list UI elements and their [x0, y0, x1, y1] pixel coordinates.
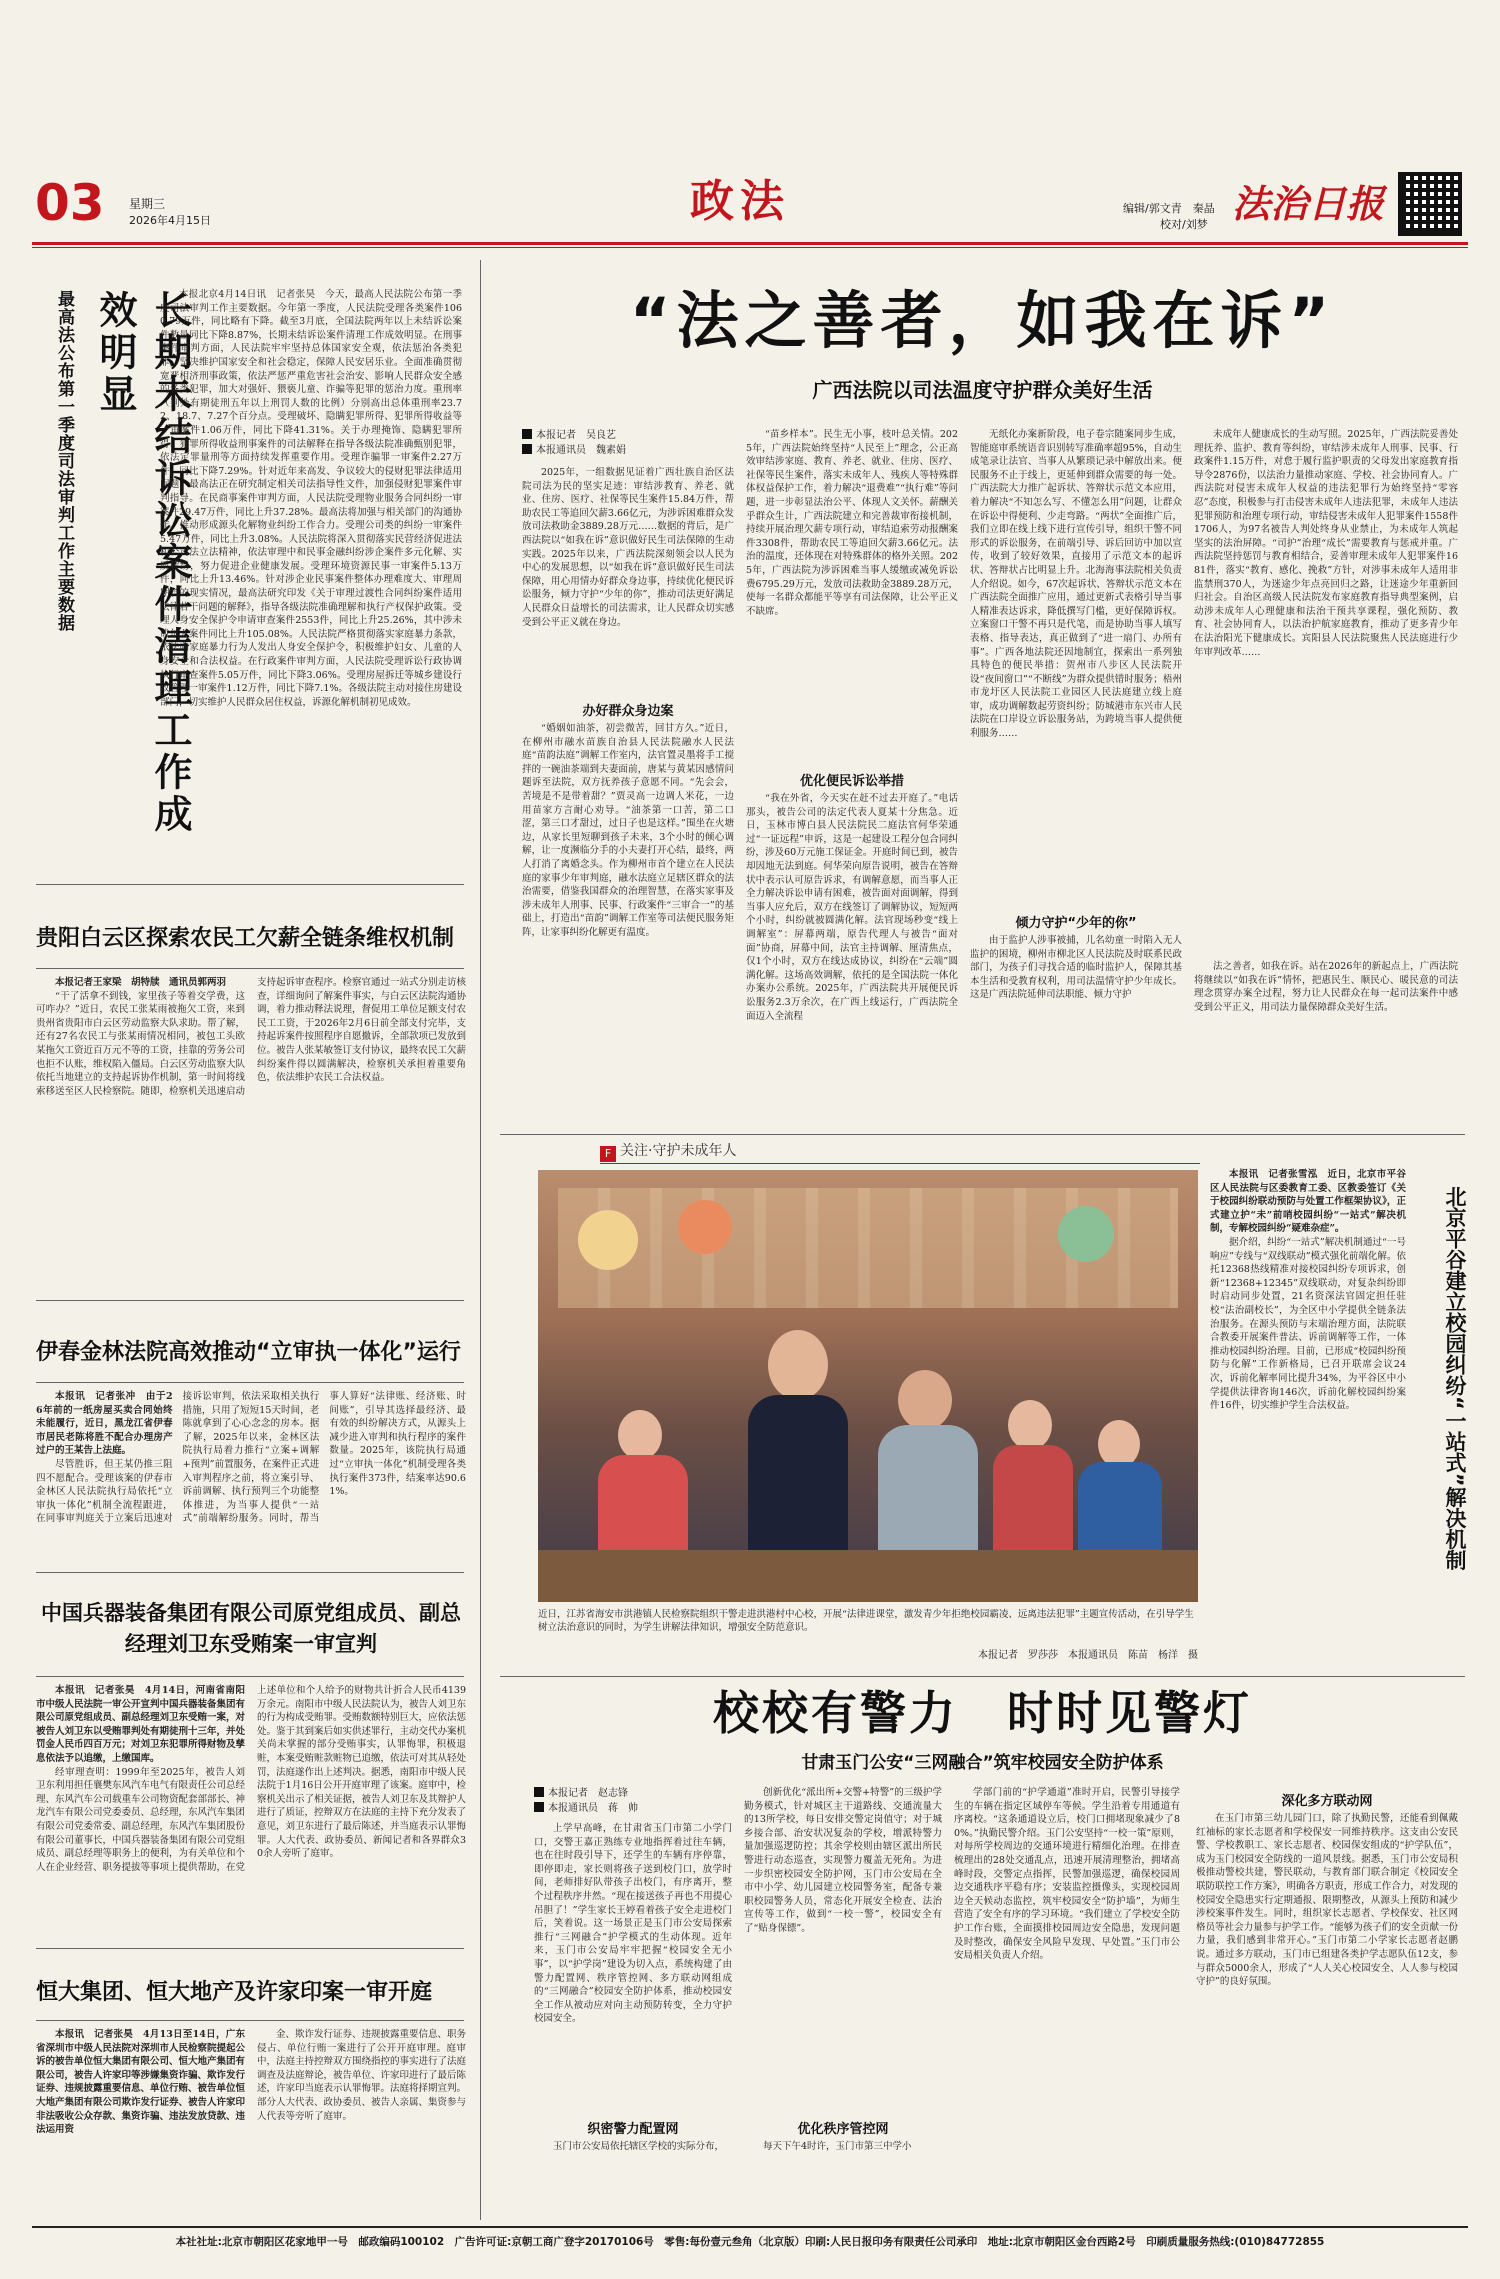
- a8-h3: 深化多方联动网: [1281, 1794, 1373, 1809]
- a6-h2: 优化便民诉讼举措: [799, 774, 904, 789]
- footer-rule: [32, 2226, 1468, 2228]
- a6-col1b: “婚姻如油茶，初尝微苦，回甘方久。”近日，在柳州市融水苗族自治县人民法院融水人民法庭“苗韵法庭”调解工作室内，法官置灵墨将手工搅拌的一碗油茶端到夫妻面前，唐某与黄某因感情问题诉至法院，双方抚养孩子意愿不同。“先会会，苦境是不是带着甜？”贾灵高一边调人米花，一边用苗家方言耐心劝导。“油茶第一口苦，第二口涩，第三口才甜过，过日子也是这样。”围坐在火塘边，从家长里短聊到孩子未来，3个小时的倾心调解，让一度濒临分手的小夫妻打开心结，最终，两人打消了离婚念头。作为柳州市首个建立在人民法庭的家事少年审判庭，融水法庭立足辖区群众的法治需要，借鉴我国群众的治理智慧，在落实家事及涉未成年人刑事、民事、行政案件“三审合一”的基础上，打造出“苗韵”调解工作室等司法便民服务矩阵，让家事纠纷化解更有温度。: [522, 723, 734, 938]
- a1-subhead: 最高法公布第一季度司法审判工作主要数据: [54, 290, 74, 632]
- proofreader: 校对/刘梦: [1160, 218, 1208, 231]
- masthead-logo: 法治日报: [1232, 181, 1385, 226]
- photo-credit: 本报记者 罗莎莎 本报通讯员 陈苗 杨洋 摄: [978, 1650, 1198, 1661]
- a8-h2: 优化秩序管控网: [797, 2122, 889, 2137]
- issue-date: 2026年4月15日: [129, 214, 211, 227]
- photo-caption: 近日，江苏省海安市洪港镇人民检察院组织干警走进洪港村中心校，开展“法律进课堂，激发青少年拒绝校园霸凌、远离违法犯罪”主题宣传活动，在引导学生树立法治意识的同时，为学生讲解法律知识，增强安全防范意识。: [538, 1609, 1194, 1633]
- a8-byline: 本报记者 赵志锋 本报通讯员 蒋 帅: [534, 1786, 694, 1816]
- qr-code-icon: [1398, 172, 1462, 236]
- a8-col2: 创新优化“派出所+交警+特警”的三级护学勤务模式，针对城区主干道路线、交通流量大的13所学校，每日安排交警定岗值守；对于城乡接合部、治安状况复杂的学校，增派特警力量加强巡逻防控；其余学校则由辖区派出所民警进行动态巡查，实现警力覆盖无死角。为进一步织密校园安全防护网，玉门市公安局在全市中小学、幼儿园建立校园警务室，配备专兼职校园警务人员，常态化开展安全检查、法治宣传等工作，做到“一校一警”，校园安全有了“贴身保镖”。: [744, 1787, 942, 1934]
- a5-headline: 恒大集团、恒大地产及许家印案一审开庭: [36, 1980, 433, 2005]
- a6-col1: 2025年，一组数据见证着广西壮族自治区法院司法为民的坚实足迹：审结涉教育、养老、就业、住房、医疗、社保等民生案件15.84万件，帮助农民工等追回欠薪3.66亿元，为涉诉困难群众发放司法救助金3889.28万元……数据的背后，是广西法院以“如我在诉”意识做好民生司法保障的生动实践。2025年以来，广西法院深刻领会以人民为中心的发展思想，以“如我在诉”意识做好民生司法保障，用心用情办好群众身边事，持续优化便民诉讼服务，倾力守护“少年的你”，推动司法更好满足人民群众日益增长的司法需求，让人民群众切实感受到公平正义就在身边。: [522, 467, 734, 628]
- weekday: 星期三: [129, 197, 166, 211]
- a8-col1: 上学早高峰，在甘肃省玉门市第二小学门口，交警王嘉正熟练专业地指挥着过往车辆，也在往时段引导下，还学生的车辆有序停靠，即停即走，家长则将孩子送到校门口，放学时间，老师排好队带孩子出校门，有序离开，整个过程秩序井然。“现在接送孩子再也不用提心吊胆了！”学生家长王婷看着孩子安全走进校门后，笑着说。这一场景正是玉门市公安局探索推行“三网融合”护学模式的生动体现。近年来，玉门市公安局牢牢把握“校园安全无小事”，以“护学岗”建设为切入点，系统构建了由警力配置网、秩序管控网、多方联动网组成的“三网融合”校园安全防护体系，推动校园安全工作从被动应对向主动预防转变，全力守护校园安全。: [534, 1823, 732, 2025]
- a7-headline: 北京平谷建立校园纠纷“一站式”解决机制: [1443, 1186, 1467, 1571]
- a5-body: 本报讯 记者张昊 4月13日至14日，广东省深圳市中级人民法院对深圳市人民检察院提起公诉的被告单位恒大集团有限公司、恒大地产集团有限公司，被告人许家印等涉嫌集资诈骗、欺诈发行证券、违规披露重要信息、单位行贿、被告单位恒大地产集团有限公司欺诈发行证券、被告人许家印非法吸收公众存款、集资诈骗、违法发放贷款、违法运用资 金、欺诈发行证券、违规披露重要信息、职务侵占、单位行贿一案进行了公开开庭审理。庭审中，法庭主持控辩双方围绕指控的事实进行了法庭调查及法庭辩论，被告单位、许家印进行了最后陈述，许家印当庭表示认罪悔罪。法庭将择期宣判。部分人大代表、政协委员、被告人亲属、集资参与人代表等旁听了庭审。: [36, 2029, 466, 2136]
- a3-headline: 伊春金林法院高效推动“立审执一体化”运行: [36, 1340, 461, 1365]
- footer-imprint: 本社社址:北京市朝阳区花家地甲一号 邮政编码100102 广告许可证:京朝工商广登字20170106号 零售:每份壹元叁角（北京版）印刷:人民日报印务有限责任公司承印 地址:北京市朝阳区金台西路2号 印刷质量服务热线:(010)84772855: [175, 2236, 1325, 2248]
- bullet-square-icon: [522, 429, 532, 439]
- a1-body: 本报北京4月14日讯 记者张昊 今天，最高人民法院公布第一季度司法审判工作主要数据。今年第一季度，人民法院受理各类案件1060.79万件，同比略有下降。截至3月底，全国法院两年以上未结诉讼案件数量同比下降8.87%，长期未结诉讼案件清理工作成效明显。在刑事案件审判方面，人民法院牢牢坚持总体国家安全观，依法惩治各类犯罪，坚决维护国家安全和社会稳定，保障人民安居乐业。全面准确贯彻宽严相济刑事政策，依法严惩严重危害社会治安、影响人民群众安全感的各类犯罪，加大对强奸、猥亵儿童、诈骗等犯罪的惩治力度。重刑率（判处有期徒刑五年以上刑罚人数的比例）分别高出总体重刑率23.72、18.7、7.27个百分点。受理破坏、隐瞒犯罪所得、犯罪所得收益等一审案件1.06万件，同比下降41.31%。关于办理掩饰、隐瞒犯罪所得、犯罪所得收益刑事案件的司法解释在指导各级法院准确甄别犯罪，依法定罪量刑等方面持续发挥重要作用。受理诈骗罪一审案件2.27万件，同比下降7.29%。针对近年来高发、争议较大的侵财犯罪法律适用问题，最高法正在研究制定相关司法指导性文件，加强侵财犯罪案件审判指导。在民商事案件审判方面，人民法院受理物业服务合同纠纷一审案件29.47万件，同比上升37.28%。最高法将加强与相关部门的沟通协作，推动形成源头化解物业纠纷工作合力。受理公司类的纠纷一审案件5.47万件，同比上升3.08%。人民法院将深入贯彻落实民营经济促进法和公司法立法精神，依法审理中和民事金融纠纷涉企案件多元化解、实质解纷，努力促进企业健康发展。受理环境资源民事一审案件5.13万件，同比上升13.46%。针对涉企业民事案件整体办理难度大、审理周期长的现实情况，最高法研究印发《关于审理过渡性合同纠纷案件适用法律若干问题的解释》，指导各级法院准确理解和执行产权保护政策。受理人身安全保护令申请审查案件2553件，同比上升25.26%，其中涉未成年人案件同比上升105.08%。人民法院严格贯彻落实家庭暴力条款，依法向家庭暴力行为人发出人身安全保护令，积极维护妇女、儿童的人身安全和合法权益。在行政案件审判方面，人民法院受理诉讼行政协调执行审查案件5.05万件，同比下降3.06%。受理房屋拆迁等城乡建设行政管理一审案件1.12万件，同比下降7.1%。各级法院主动对接住房建设部门，切实维护人民群众居住权益，诉源化解机制初见成效。: [160, 289, 462, 708]
- a6-headline: “法之善者，如我在诉”: [629, 284, 1336, 357]
- a8-col3: 学部门前的“护学通道”准时开启，民警引导接学生的车辆在指定区域停车等候。学生沿着专用通道有序离校。“这条通道设立后，校门口拥堵现象减少了80%。”执勤民警介绍。玉门公安坚持“一校一策”原则，对每所学校周边的交通环境进行精细化治理。在排查梳理出的28处交通乱点，迅速开展清理整治，拥堵高峰时段，交警定点指挥，民警加强巡逻，确保校园周边交通秩序平稳有序；安装监控摄像头，实现校园周边全天候动态监控，筑牢校园安全“防护墙”，为师生营造了安全有序的学习环境。“我们建立了学校安全防护工作台账，全面摸排校园周边安全隐患，发现问题及时整改，确保安全风险早发现、早处置。”玉门市公安局相关负责人介绍。: [954, 1787, 1180, 1962]
- a4-headline: 中国兵器装备集团有限公司原党组成员、副总经理刘卫东受贿案一审宣判: [41, 1601, 461, 1656]
- a6-col4: 未成年人健康成长的生动写照。2025年，广西法院妥善处理抚养、监护、教育等纠纷，审结涉未成年人刑事、民事、行政案件1.15万件，对怠于履行监护职责的父母发出家庭教育指导令2876份，以法治力量推动家庭、学校、社会协同育人。广西法院对侵害未成年人权益的违法犯罪行为始终坚持“零容忍”态度，积极参与打击侵害未成年人违法犯罪，未成年人违法犯罪预防和治理专项行动，审结侵害未成年人犯罪案件1558件1706人，为97名被告人判处终身从业禁止，为未成年人筑起坚实的法治屏障。“司护”治理“成长”需要教育与惩戒并重。广西法院坚持惩罚与教育相结合，妥善审理未成年人犯罪案件1681件，落实“教育、感化、挽救”方针，对涉事未成年人适用非监禁刑370人，为迷途少年点亮回归之路，让迷途少年重新回归社会。自治区高级人民法院发布家庭教育指导典型案例，启动涉未成年人心理健康和法治干预共享课程，强化预防、教育、社会协同育人，以法治护航家庭教育，推动了更多青少年在法治阳光下健康成长。宾阳县人民法院聚焦人民法庭进行少年审判改革……: [1194, 429, 1458, 658]
- a2-headline: 贵阳白云区探索农民工欠薪全链条维权机制: [36, 926, 455, 951]
- a3-body: 本报讯 记者张冲 由于26年前的一纸房屋买卖合同始终未能履行，近日，黑龙江省伊春市居民老陈将胜不配合办理房产过户的王某告上法庭。 尽管胜诉，但王某仍推三阻四不愿配合。受理该案的伊春市金林区人民法院执行局依托“立审执一体化”机制全流程跟进，在同事审判庭关于立案后迅速对接诉讼审判，依法采取相关执行措施，只用了短短15天时间，老陈就拿到了心心念念的房本。据了解，2025年以来，金林区法院执行局着力推行“立案+调解+预判”前置服务，在案件正式进入审判程序之前，将立案引导、诉前调解、执行预判三个功能整体推进，为当事人提供“一站式”前端解纷服务。同时，帮当事人算好“法律账、经济账、时间账”，引导其选择最经济、最有效的纠纷解决方式，从源头上减少进入审判和执行程序的案件数量。2025年，该院执行局通过“立审执一体化”机制受理各类执行案件373件，结案率达90.61%。: [36, 1391, 466, 1525]
- a6-col2: “苗乡样本”。民生无小事，枝叶总关情。2025年，广西法院始终坚持“人民至上”理念，公正高效审结涉家庭、教育、养老、就业、住房、医疗、社保等民生案件，落实未成年人、残疾人等特殊群体权益保护工作，着力解决“退费难”“执行难”等问题，进一步彰显法治公平、体现人文关怀。薪酬关乎群众生计，广西法院建立和完善裁审衔接机制，持续开展治理欠薪专项行动，审结追索劳动报酬案件3308件，帮助农民工等追回欠薪3.66亿元。法治的温度，还体现在对特殊群体的格外关照。2025年，广西法院为涉诉困难当事人缓缴或减免诉讼费6795.29万元，发放司法救助金3889.28万元，使每一名群众都能平等享有司法保障，让公平正义不缺席。: [746, 429, 958, 617]
- a4-body: 本报讯 记者张昊 4月14日，河南省南阳市中级人民法院一审公开宣判中国兵器装备集团有限公司原党组成员、副总经理刘卫东受贿一案，对被告人刘卫东以受贿罪判处有期徒刑十三年，并处罚金人民币四百万元；对刘卫东犯罪所得财物及孳息依法予以追缴，上缴国库。 经审理查明：1999年至2025年，被告人刘卫东利用担任襄樊东风汽车电气有限责任公司总经理、东风汽车公司载重车公司物资配套部部长、神龙汽车有限公司党委委员、总经理，东风汽车集团有限公司党委常委、副总经理，东风汽车集团股份有限公司董事长，中国兵器装备集团有限公司党组成员、副总经理等职务上的便利，为有关单位和个人在企业经营、职务提拔等事项上提供帮助，在党上述单位和个人给予的财物共计折合人民币4139万余元。南阳市中级人民法院认为，被告人刘卫东的行为构成受贿罪。受贿数额特别巨大，应依法惩处。鉴于其到案后如实供述罪行，主动交代办案机关尚未掌握的部分受贿事实，认罪悔罪，积极退赃，本案受贿赃款赃物已追缴，依法可对其从轻处罚，法庭遂作出上述判决。据悉，南阳市中级人民法院于1月16日公开开庭审理了该案。庭审中，检察机关出示了相关证据，被告人刘卫东及其辩护人进行了质证，控辩双方在法庭的主持下充分发表了意见，刘卫东进行了最后陈述，并当庭表示认罪悔罪。人大代表、政协委员、新闻记者和各界群众30余人旁听了庭审。: [36, 1685, 466, 1873]
- a6-h3: 倾力守护“少年的你”: [1015, 916, 1137, 931]
- editors: 编辑/郭文青 秦晶: [1123, 202, 1215, 215]
- a6-byline: 本报记者 吴良艺 本报通讯员 魏素娟: [522, 428, 682, 458]
- a8-headline: 校校有警力 时时见警灯: [713, 1686, 1252, 1740]
- a6-col2b: “我在外省，今天实在赶不过去开庭了。”电话那头，被告公司的法定代表人夏某十分焦急。近日，玉林市博白县人民法院民二庭法官何华荣通过“一证远程”申诉，这是一起建设工程分包合同纠纷，涉及60万元施工保证金。开庭时间已到，被告却因地无法到庭。何华荣向原告说明，被告在答辩状中表示认可原告诉求，有调解意愿，而当事人正全力解决诉讼申请有困难，被告面对面调解，得到当事人应允后，双方在线签订了调解协议，短短两个小时，纠纷就被圆满化解。法官现场秒变“线上调解室”：屏幕两端，原告代理人与被告“面对面”协商，屏幕中间，法官主持调解、厘清焦点，仅1个小时，双方在线达成协议，纠纷在“云端”圆满化解。这场高效调解，依托的是全国法院一体化办案办公系统。2025年，广西法院共开展便民诉讼服务2.3万余次，在广西上线运行，广西法院全面迈入全流程: [746, 793, 958, 1022]
- a8-col4: 在玉门市第三幼儿园门口，除了执勤民警，还能看到佩戴红袖标的家长志愿者和学校保安一同维持秩序。这支由公安民警、学校教职工、家长志愿者、校园保安组成的“护学队伍”，成为玉门校园安全防线的一道风景线。据悉，玉门市公安局积极推动警校共建，警民联动，与教育部门联合制定《校园安全联防联控工作方案》，明确各方职责，形成工作合力，对发现的校园安全隐患实行定期通报、限期整改，从源头上预防和减少涉校案事件发生。同时，组织家长志愿者、学校保安、社区网格员等社会力量参与护学工作。“能够为孩子们的安全贡献一份力量，我们感到非常开心。”玉门市第二小学家长志愿者赵鹏说。通过多方联动，玉门市已组建各类护学志愿队伍12支，参与群众5000余人，形成了“人人关心校园安全、人人参与校园守护”的良好氛围。: [1196, 1813, 1458, 1988]
- bullet-square-icon: [522, 444, 532, 454]
- page-number: 03: [35, 174, 105, 232]
- gallery-tag: F 关注·守护未成年人: [600, 1140, 1200, 1164]
- tag-icon: F: [600, 1146, 616, 1162]
- a6-col3: 无纸化办案新阶段，电子卷宗随案同步生成，智能庭审系统语音识别转写准确率超95%，自动生成笔录让法官、当事人从繁琐记录中解放出来。便民服务不止于线上，更延伸到群众需要的每一处。广西法院大力推广起诉状、答辩状示范文本应用，着力解决“不知怎么写、不懂怎么用”问题，让群众在诉讼中得便利、少走弯路。“两状”全面推广后，我们立即在线上线下进行宣传引导，组织干警不同形式的诉讼服务，在前端引导、诉后回访中加以宣传，收到了较好效果，直接用了示范文本的起诉状、答辩状占比明显上升。北海海事法院相关负责人介绍说。如今，67次起诉状、答辩状示范文本在广西法院全面推广应用，通过更新式表格引导当事人精准表达诉求，降低撰写门槛，更好保障诉权。立案窗口干警不再只是代笔，而是协助当事人填写表格、指导表达，真正做到了“进一扇门、办所有事”。广西各地法院还因地制宜，探索出一系列独具特色的便民举措：贺州市八步区人民法院开设“夜间窗口”“不断线”为群众提供错时服务；梧州市龙圩区人民法院工业园区人民法庭建立线上庭审，成功调解数起劳资纠纷；防城港市东兴市人民法院在口岸设立诉讼服务站，为跨境当事人提供便利服务……: [970, 429, 1182, 740]
- a6-subhead: 广西法院以司法温度守护群众美好生活: [812, 378, 1153, 402]
- a7-body: 本报讯 记者张雪泓 近日，北京市平谷区人民法院与区委教育工委、区教委签订《关于校园纠纷联动预防与处置工作框架协议》，正式建立护“未”前哨校园纠纷“一站式”解决机制，专解校园纠纷“疑难杂症”。 据介绍，纠纷“一站式”解决机制通过“一号响应”专线与“双线联动”模式强化前端化解。依托12368热线精准对接校园纠纷专项诉求，创新“12368+12345”双线联动，对复杂纠纷即时启动同步处置，21名资深法官固定担任驻校“法治副校长”，为全区中小学提供全链条法治服务。在源头预防与末端治理方面，法院联合教委开展案件普法、诉前调解等工作，一体推动校园纠纷治理。目前，已形成“校园纠纷预防与化解”工作新格局，已召开联席会议24次，诉前化解率同比提升34%，为平谷区中小学提供法律咨询146次，诉前化解校园纠纷案件16件，切实维护学生合法权益。: [1210, 1169, 1406, 1412]
- a8-col1b: 玉门市公安局依托辖区学校的实际分布，: [553, 2141, 725, 2152]
- header-rule: [32, 242, 1468, 245]
- a1-headline: 长期未结诉讼案件清理工作成效明显: [93, 290, 192, 836]
- a8-subhead: 甘肃玉门公安“三网融合”筑牢校园安全防护体系: [801, 1753, 1164, 1773]
- a2-body: 本报记者王家梁 胡特牍 通讯员郭两羽 “干了活拿不到钱，家里孩子等着交学费，这可咋办？”近日，农民工张某雨被拖欠工资，来到贵州省贵阳市白云区劳动监察大队求助。帮了解，还有27名农民工与张某雨情况相同，被包工头欧某拖欠工资近百万元不等的工资，挂靠的劳务公司也拒不认账，维权陷入僵局。白云区劳动监察大队依托当地建立的支持起诉协作机制，第一时间将线索移送至区人民检察院。随即，检察机关迅速启动支持起诉审查程序。检察官通过一站式分别走访核查，详细询问了解案件事实，与白云区法院沟通协调，着力推动释法说理，督促用工单位足额支付农民工工资，于2026年2月6日前全部支付完毕，支持起诉案件按照程序自愿撤诉，全部款项已发放到位。被告人张某敏签订支付协议，最终农民工欠薪纠纷案件得以圆满解决，检察机关承担着重要角色，依法维护农民工合法权益。: [36, 977, 466, 1097]
- a8-col2b: 每天下午4时许，玉门市第三中学小: [763, 2141, 912, 2152]
- news-photo: [538, 1170, 1198, 1602]
- a8-h1: 织密警力配置网: [587, 2122, 679, 2137]
- a6-h1: 办好群众身边案: [582, 704, 674, 719]
- a6-col3b: 由于监护人涉事被捕，儿名幼童一时陷入无人监护的困境，柳州市柳北区人民法院及时联系民政部门，为孩子们寻找合适的临时监护人，保障其基本生活和受教育权利，用司法温情守护少年成长。这是广西法院延伸司法职能、倾力守护: [970, 935, 1182, 1001]
- a6-col4b: 法之善者，如我在诉。站在2026年的新起点上，广西法院将继续以“如我在诉”情怀，把惠民生、顺民心、暖民意的司法理念贯穿办案全过程，努力让人民群众在每一起司法案件中感受到公平正义，用司法力量保障群众美好生活。: [1194, 961, 1458, 1013]
- bullet-square-icon: [534, 1787, 544, 1797]
- section-title: 政法: [690, 176, 790, 227]
- bullet-square-icon: [534, 1802, 544, 1812]
